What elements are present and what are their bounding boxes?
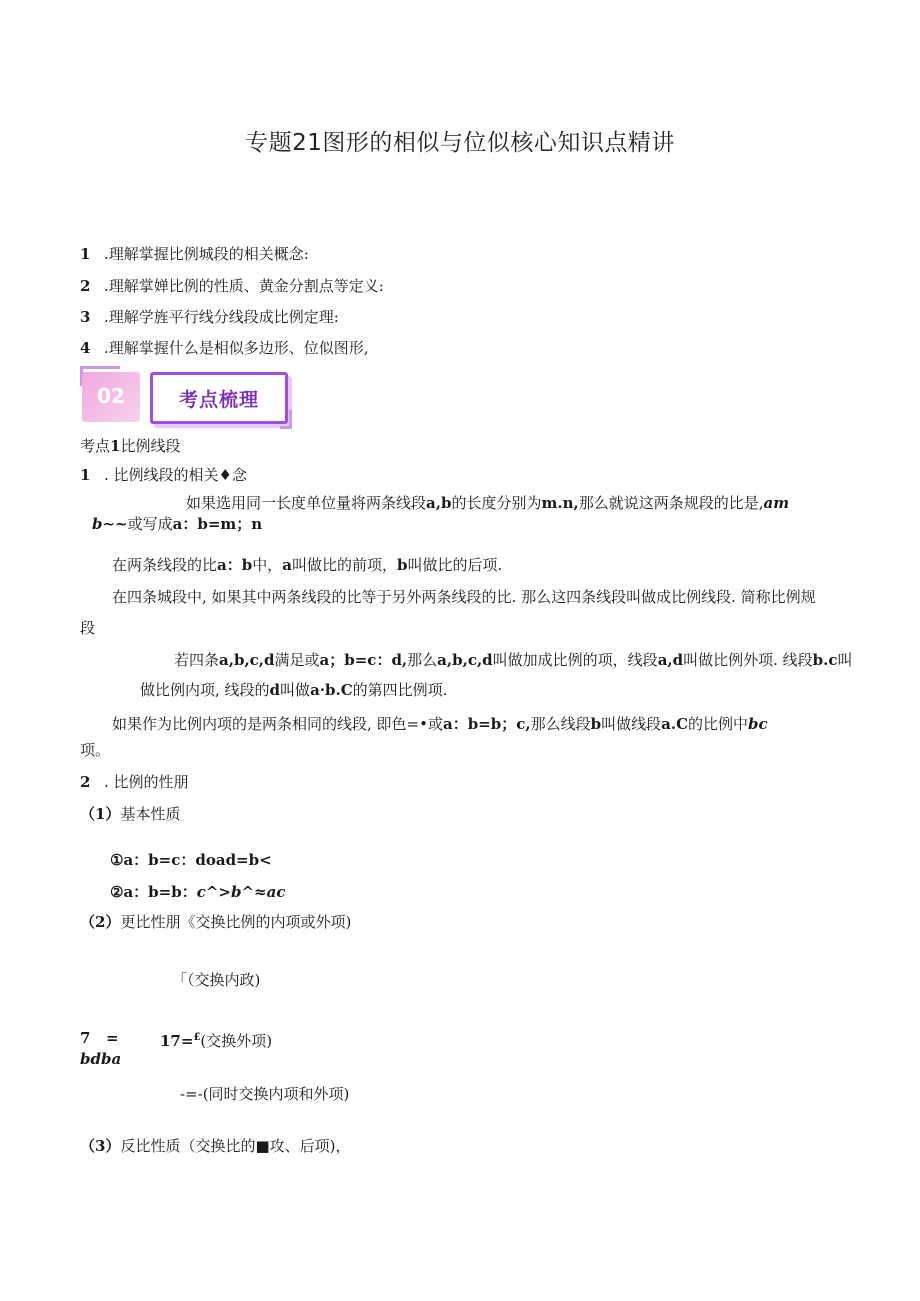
objective-text: .理解掌婵比例的性质、黄金分割点等定义: bbox=[104, 277, 384, 295]
objective-3 bbox=[80, 307, 339, 327]
subheading-basic-property bbox=[80, 804, 180, 824]
objective-1 bbox=[80, 244, 309, 264]
math-run: a：b bbox=[217, 556, 253, 574]
text-run: 叫做比例外项. 线段 bbox=[683, 651, 813, 669]
alternation-outer bbox=[160, 1028, 272, 1051]
math-run: c^>b^≈ac bbox=[196, 883, 286, 901]
alternation-inner: 「（交换内政) bbox=[172, 971, 261, 989]
text-run: 那么就说这两条规段的比是, bbox=[578, 494, 764, 512]
text-run: 叫做比的后项. bbox=[407, 556, 503, 574]
math-run: a·b.C bbox=[310, 681, 353, 699]
paragraph-ratio-definition bbox=[186, 493, 789, 513]
text-run: 段 bbox=[80, 619, 96, 637]
badge-number-box bbox=[82, 372, 140, 422]
math-run: 17= bbox=[160, 1032, 194, 1050]
math-run: a.C bbox=[661, 715, 689, 733]
text-run: 满足或 bbox=[274, 651, 320, 669]
subheading-alternation bbox=[80, 912, 351, 932]
text-run: 叫 bbox=[837, 651, 853, 669]
badge-decoration bbox=[289, 410, 292, 429]
objective-text: .理解掌握什么是相似多边形、位似图形, bbox=[104, 339, 369, 357]
math-run: d bbox=[269, 681, 281, 699]
paragraph-ratio-definition-cont bbox=[92, 514, 262, 534]
text-run: 那么 bbox=[407, 651, 438, 669]
paragraph-mean-proportional-cont bbox=[80, 740, 110, 760]
paragraph-mean-proportional bbox=[112, 714, 768, 734]
math-run: a：b=m；n bbox=[172, 515, 263, 533]
math-run: a bbox=[282, 556, 292, 574]
math-run: a,b,c,d bbox=[219, 651, 275, 669]
objective-number: 3 bbox=[80, 308, 91, 326]
eq-equals: = bbox=[106, 1029, 119, 1047]
section-badge bbox=[80, 366, 292, 434]
subheading-text: 更比性朋《交换比例的内项或外项) bbox=[120, 913, 352, 931]
objective-number: 2 bbox=[80, 277, 91, 295]
text-run: 做比例内项, 线段的 bbox=[140, 681, 270, 699]
objective-4 bbox=[80, 338, 369, 358]
text-run: 若四条 bbox=[174, 651, 220, 669]
objective-number: 1 bbox=[80, 245, 91, 263]
objective-number: 4 bbox=[80, 339, 91, 357]
text-run: 如果作为比例内项的是两条相同的线段, 即色=•或 bbox=[112, 715, 443, 733]
section-number: 1 bbox=[110, 437, 121, 455]
paragraph-proportional-segments bbox=[112, 587, 816, 607]
section-title: 比例线段 bbox=[120, 437, 181, 455]
page-title: 专题21图形的相似与位似核心知识点精讲 bbox=[245, 130, 675, 156]
text-run: 在两条线段的比 bbox=[112, 556, 218, 574]
text-run: 叫做比的前项， bbox=[291, 556, 397, 574]
badge-number: 02 bbox=[97, 384, 125, 408]
math-run: a：b=b；c, bbox=[442, 715, 531, 733]
text-run: 或写成 bbox=[127, 515, 173, 533]
math-run: a；b=c：d, bbox=[319, 651, 408, 669]
math-run: am bbox=[763, 494, 790, 512]
badge-label-box bbox=[150, 372, 288, 424]
alternation-both: -=-(同时交换内项和外项) bbox=[180, 1085, 350, 1103]
item-number: 1 bbox=[80, 466, 91, 484]
math-run: bc bbox=[748, 715, 768, 733]
objective-text: .理解学旌平行线分线段成比例定理: bbox=[104, 308, 339, 326]
badge-decoration bbox=[80, 366, 120, 369]
text-run: 叫做加成比例的项，线段 bbox=[492, 651, 658, 669]
text-run: 的第四比例项. bbox=[352, 681, 448, 699]
subheading-text: 基本性质 bbox=[120, 805, 181, 823]
math-run: b bbox=[590, 715, 602, 733]
text-run: 叫做线段 bbox=[601, 715, 662, 733]
math-run: a,d bbox=[657, 651, 684, 669]
eq-under: bdba bbox=[80, 1050, 122, 1068]
math-run: b bbox=[397, 556, 408, 574]
text-run: 的长度分别为 bbox=[451, 494, 542, 512]
subheading-text: 反比性质（交换比的■攻、后项)， bbox=[120, 1137, 351, 1155]
math-run: ②a：b=b： bbox=[110, 883, 197, 901]
paragraph-extremes-means-cont bbox=[140, 680, 447, 700]
formula-1: ①a：b=c：doad=b< bbox=[110, 851, 272, 869]
objective-2 bbox=[80, 276, 384, 296]
paragraph-proportional-segments-cont bbox=[80, 618, 95, 638]
text-run: (交换外项) bbox=[200, 1032, 273, 1050]
item-number: 2 bbox=[80, 773, 91, 791]
math-run: b.c bbox=[812, 651, 838, 669]
text-run: 中， bbox=[252, 556, 283, 574]
paragraph-extremes-means bbox=[174, 650, 853, 670]
text-run: 那么线段 bbox=[530, 715, 591, 733]
math-run: b~~ bbox=[92, 515, 128, 533]
text-run: 如果选用同一长度单位量将两条线段 bbox=[186, 494, 427, 512]
item-text: . 比例线段的相关♦念 bbox=[104, 466, 247, 484]
subheading-inversion bbox=[80, 1136, 350, 1156]
section-prefix: 考点 bbox=[80, 437, 111, 455]
objective-text: .理解掌握比例城段的相关概念: bbox=[104, 245, 309, 263]
text-run: 叫做 bbox=[280, 681, 311, 699]
subheading-number: （3） bbox=[80, 1137, 121, 1155]
math-run: £ bbox=[193, 1032, 201, 1043]
formula-2 bbox=[110, 882, 285, 902]
item-text: . 比例的性朋 bbox=[104, 773, 189, 791]
math-run: a,b,c,d bbox=[437, 651, 493, 669]
badge-label: 考点梳理 bbox=[178, 389, 259, 411]
text-run: 在四条城段中, 如果其中两条线段的比等于另外两条线段的比. 那么这四条线段叫做成比例线段. 简称比例规 bbox=[112, 588, 816, 606]
section-heading bbox=[80, 436, 180, 456]
subheading-number: （1） bbox=[80, 805, 121, 823]
text-run: 的比例中 bbox=[688, 715, 749, 733]
math-run: a,b bbox=[426, 494, 452, 512]
eq-seven: 7 bbox=[80, 1029, 91, 1047]
item-1-heading bbox=[80, 465, 247, 485]
subheading-number: （2） bbox=[80, 913, 121, 931]
paragraph-ratio-terms bbox=[112, 555, 502, 575]
text-run: 项。 bbox=[80, 741, 111, 759]
item-2-heading bbox=[80, 772, 189, 792]
math-run: m.n, bbox=[541, 494, 579, 512]
